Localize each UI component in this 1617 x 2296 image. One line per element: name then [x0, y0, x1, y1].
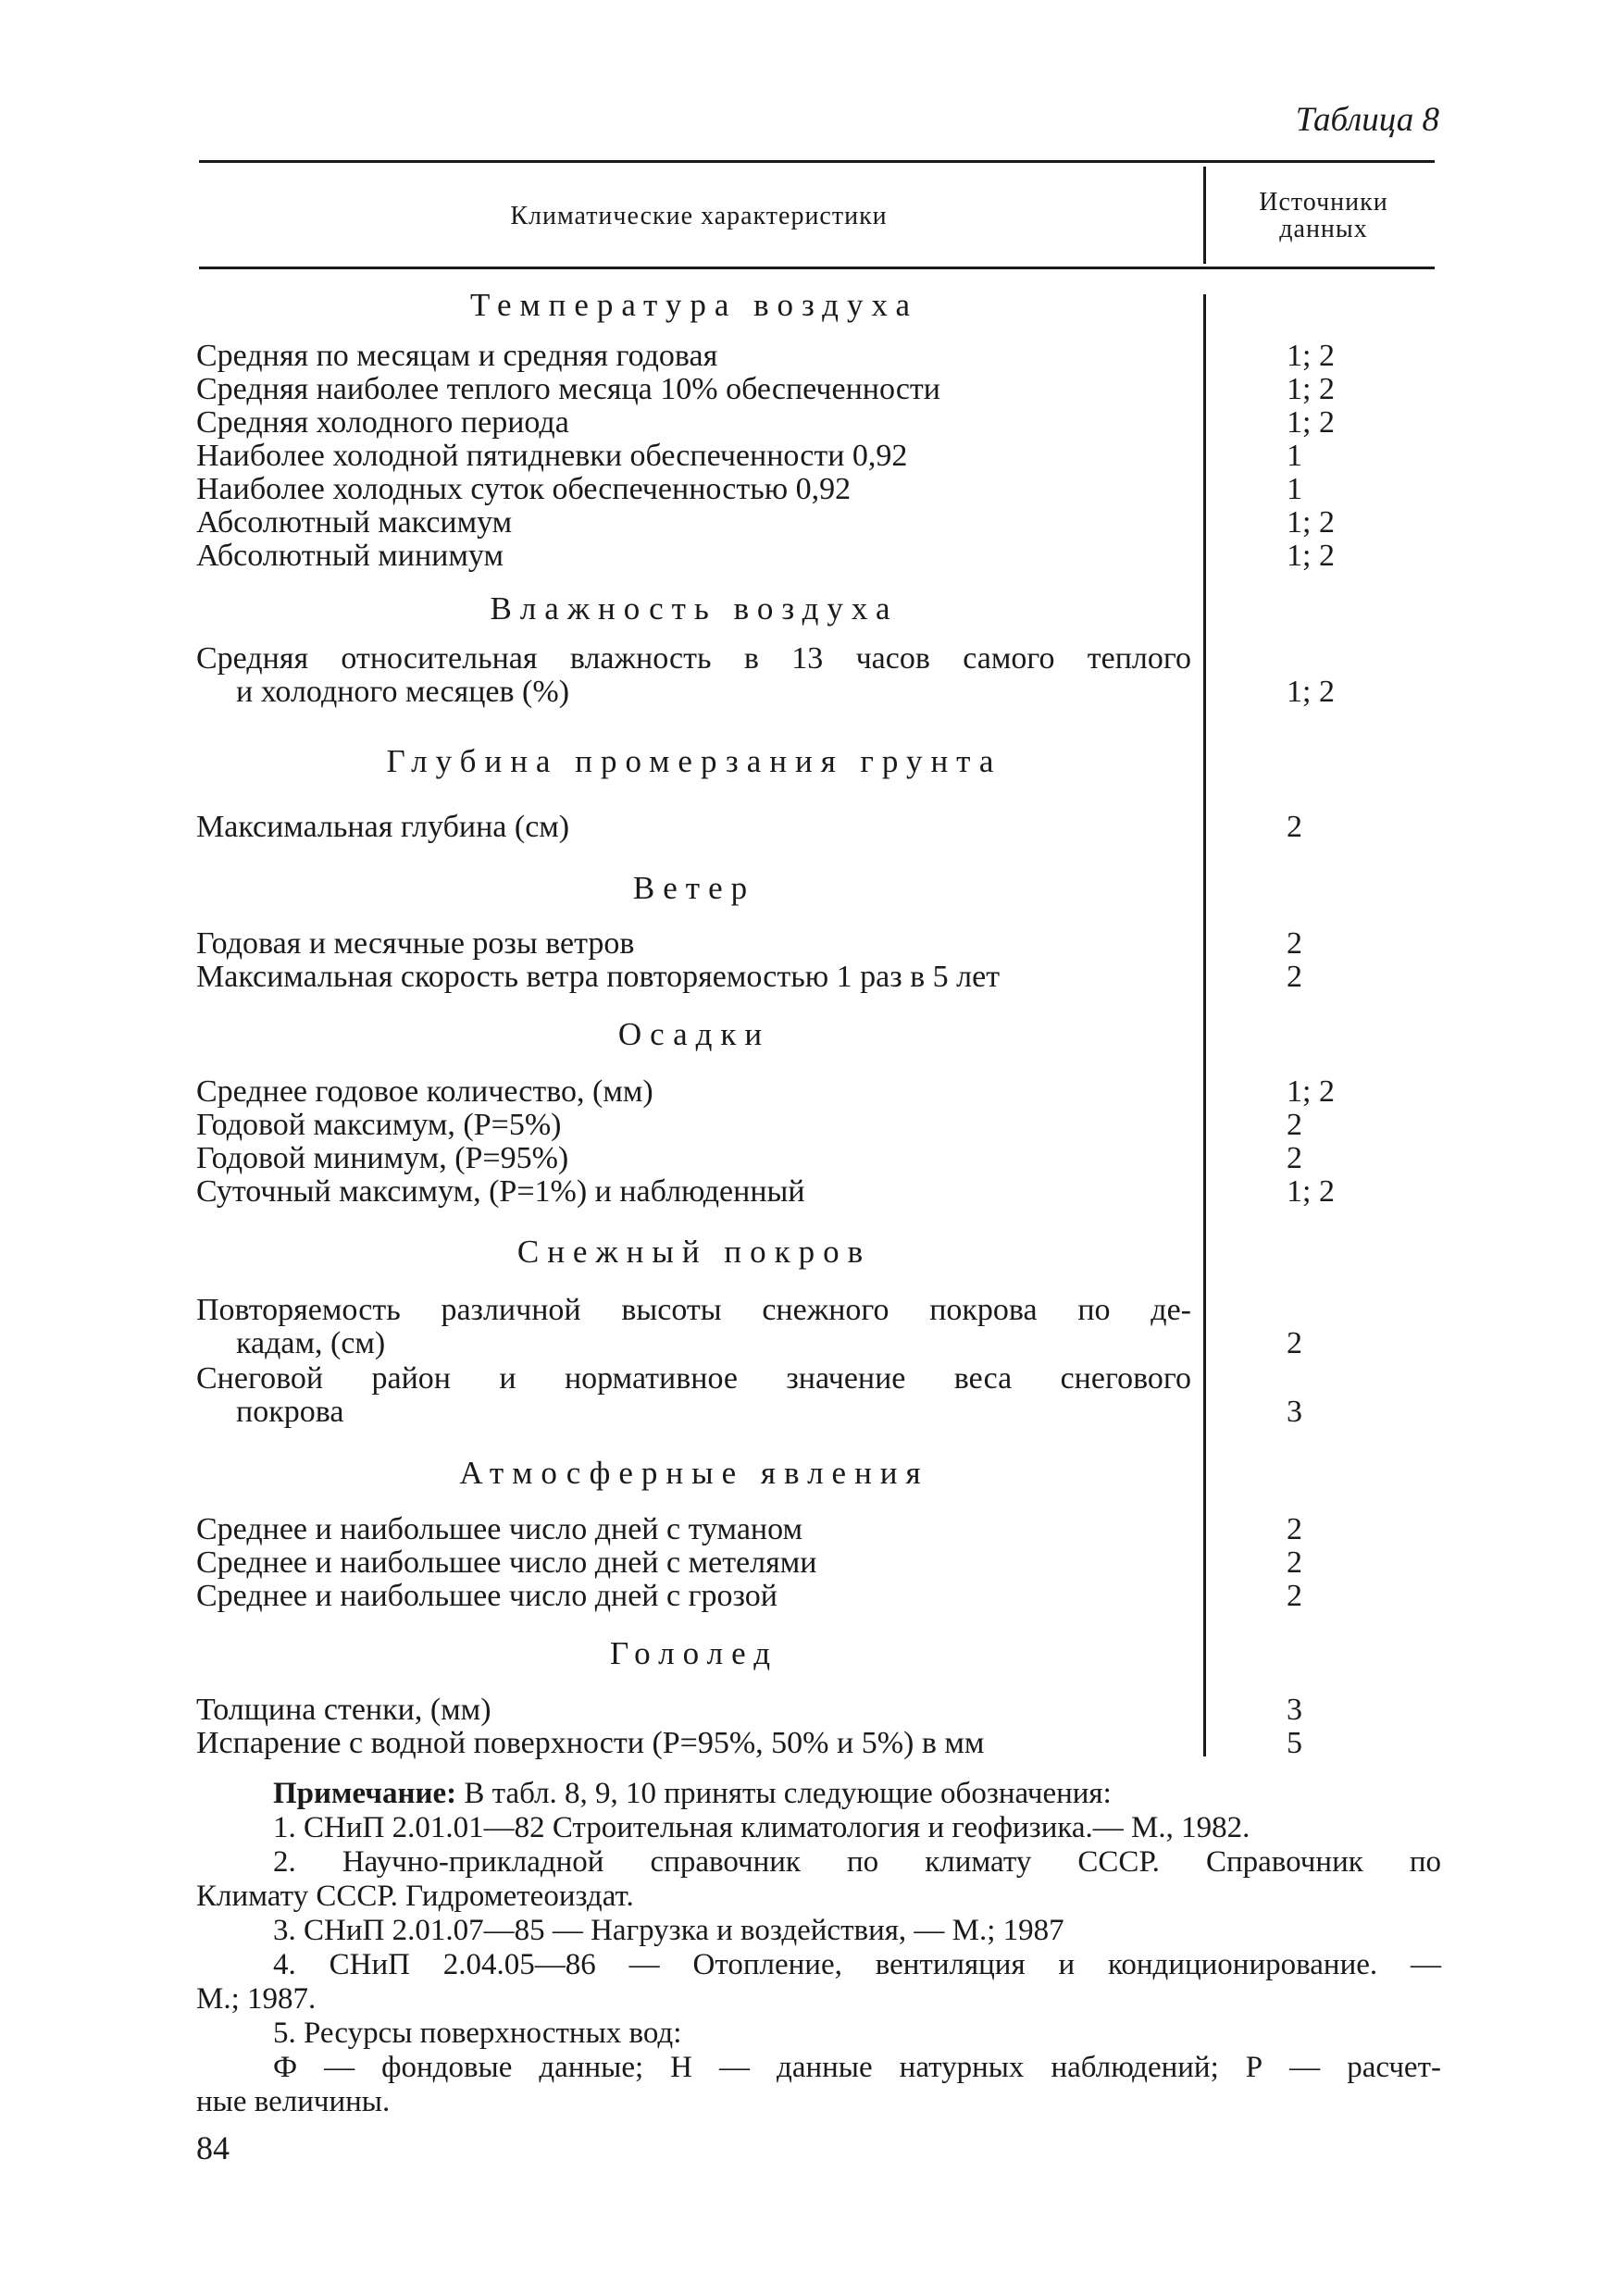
note-intro	[273, 1777, 1291, 1811]
table-row-source: 3	[1287, 1693, 1302, 1727]
note-item-5-detail-line2: ные величины.	[196, 2085, 391, 2118]
note-item-4-line2: М.; 1987.	[196, 1982, 317, 2016]
table-row-label: Средняя по месяцам и средняя годовая	[196, 339, 718, 373]
table-row-label: Испарение с водной поверхности (Р=95%, 50% и 5%) в мм	[196, 1726, 985, 1760]
table-row-source: 1; 2	[1287, 539, 1335, 573]
table-row-label: Годовая и месячные розы ветров	[196, 926, 635, 961]
table-row-source: 1; 2	[1287, 505, 1335, 540]
table-row-label: Средняя холодного периода	[196, 405, 569, 440]
note-item-5: 5. Ресурсы поверхностных вод:	[273, 2017, 682, 2050]
table-row-label-line1: Снеговой район и нормативное значение веса снегового	[196, 1361, 1191, 1396]
table-row-source: 1; 2	[1287, 1074, 1335, 1109]
note-item-4-line1: 4. СНиП 2.04.05—86 — Отопление, вентиляция и кондиционирование. —	[273, 1948, 1441, 1981]
header-sources-line2: данных	[1279, 215, 1368, 243]
table-row-source: 2	[1287, 1512, 1302, 1546]
table-row-label: Максимальная скорость ветра повторяемостью 1 раз в 5 лет	[196, 960, 1001, 994]
note-intro-text: В табл. 8, 9, 10 приняты следующие обозначения:	[456, 1777, 1112, 1810]
section-title-air-temperature: Температура воздуха	[469, 287, 919, 323]
header-sources-line1: Источники	[1259, 188, 1388, 217]
table-caption: Таблица 8	[1295, 101, 1439, 139]
table-row-source: 1; 2	[1287, 339, 1335, 373]
table-row-source: 2	[1287, 810, 1302, 844]
header-characteristics: Климатические характеристики	[510, 202, 888, 230]
section-title-precipitation: Осадки	[617, 1016, 771, 1052]
table-row-label-line1: Повторяемость различной высоты снежного покрова по де-	[196, 1293, 1191, 1327]
table-row-label: Годовой минимум, (Р=95%)	[196, 1141, 569, 1175]
header-top-rule	[199, 160, 1435, 163]
note-item-2-line2: Климату СССР. Гидрометеоиздат.	[196, 1880, 634, 1913]
table-row-source: 3	[1287, 1395, 1302, 1429]
table-row-label: Наиболее холодной пятидневки обеспеченности 0,92	[196, 439, 908, 473]
column-divider-body	[1203, 294, 1206, 1756]
note-item-3: 3. СНиП 2.01.07—85 — Нагрузка и воздействия, — М.; 1987	[273, 1914, 1064, 1947]
table-row-label-line2: и холодного месяцев (%)	[236, 675, 570, 709]
table-row-label-line1: Средняя относительная влажность в 13 часов самого теплого	[196, 641, 1191, 676]
table-row-source: 2	[1287, 1579, 1302, 1613]
table-row-source: 2	[1287, 1326, 1302, 1360]
table-row-label: Среднее и наибольшее число дней с туманом	[196, 1512, 802, 1546]
section-title-air-humidity: Влажность воздуха	[490, 590, 899, 627]
table-row-label: Абсолютный минимум	[196, 539, 504, 573]
table-row-source: 1; 2	[1287, 1174, 1335, 1209]
section-title-soil-freezing: Глубина промерзания грунта	[386, 743, 1002, 779]
table-row-label: Среднее и наибольшее число дней с метелями	[196, 1545, 817, 1580]
table-row-label-line2: кадам, (см)	[236, 1326, 386, 1360]
table-row-source: 1	[1287, 439, 1302, 473]
table-row-source: 1; 2	[1287, 675, 1335, 709]
table-row-label-line2: покрова	[236, 1395, 344, 1429]
note-item-2-line1: 2. Научно-прикладной справочник по климату СССР. Справочник по	[273, 1845, 1441, 1879]
table-row-source: 2	[1287, 960, 1302, 994]
table-row-label: Толщина стенки, (мм)	[196, 1693, 491, 1727]
section-title-atmospheric-phenomena: Атмосферные явления	[459, 1455, 929, 1491]
table-row-source: 2	[1287, 1108, 1302, 1142]
table-row-source: 1; 2	[1287, 372, 1335, 406]
page-number: 84	[196, 2129, 230, 2166]
table-row-source: 2	[1287, 926, 1302, 961]
column-divider-header	[1203, 167, 1206, 264]
table-row-label: Максимальная глубина (см)	[196, 810, 570, 844]
header-bottom-rule	[199, 267, 1435, 269]
table-row-label: Среднее годовое количество, (мм)	[196, 1074, 653, 1109]
note-item-5-detail-line1: Ф — фондовые данные; Н — данные натурных наблюдений; Р — расчет-	[273, 2051, 1441, 2084]
note-label: Примечание:	[273, 1777, 457, 1810]
table-row-label: Суточный максимум, (Р=1%) и наблюденный	[196, 1174, 805, 1209]
table-row-source: 2	[1287, 1141, 1302, 1175]
table-row-source: 1; 2	[1287, 405, 1335, 440]
table-row-label: Наиболее холодных суток обеспеченностью 0,92	[196, 472, 852, 506]
table-row-source: 2	[1287, 1545, 1302, 1580]
table-row-source: 5	[1287, 1726, 1302, 1760]
section-title-snow-cover: Снежный покров	[516, 1234, 872, 1270]
section-title-ice-glaze: Гололед	[609, 1635, 779, 1671]
table-row-label: Средняя наиболее теплого месяца 10% обеспеченности	[196, 372, 940, 406]
section-title-wind: Ветер	[632, 870, 756, 906]
table-row-source: 1	[1287, 472, 1302, 506]
note-item-1: 1. СНиП 2.01.01—82 Строительная климатология и геофизика.— М., 1982.	[273, 1811, 1250, 1844]
table-row-label: Среднее и наибольшее число дней с грозой	[196, 1579, 777, 1613]
table-row-label: Годовой максимум, (Р=5%)	[196, 1108, 562, 1142]
table-row-label: Абсолютный максимум	[196, 505, 513, 540]
